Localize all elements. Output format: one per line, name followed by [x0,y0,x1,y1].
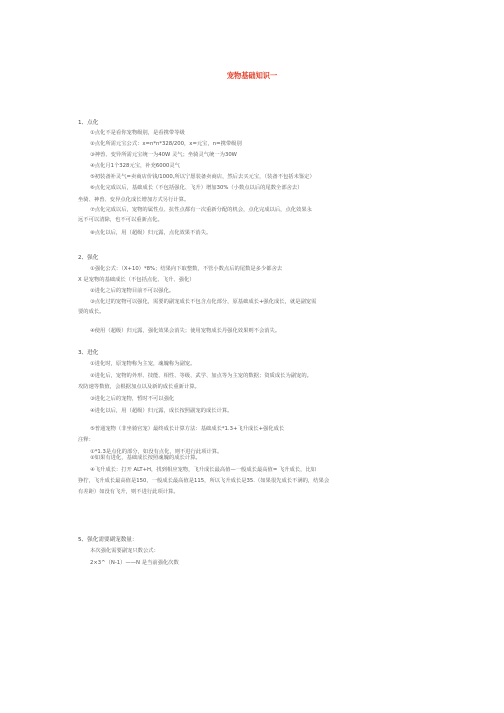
s3-line-10: ④飞升成长：打开 ALT+H，找到相应宠物，飞升成长最高值—一般成长最高值= 飞升成长，比如 [90,467,317,473]
s2-line-1: ①强化公式：（X+10）*8%；结果向下取整数，不管小数点后的尾数是多少都舍去 [90,266,283,272]
s5-line-2: 2×3^（N-1）——N 是当前强化次数 [90,560,179,566]
s2-line-2: X 是宠物的基础成长（不包括点化、飞升、强化） [78,277,195,283]
s1-line-3: ③神兽、变异所需元宝统一为40W 灵气；坐骑灵气统一为30W [90,152,237,158]
s1-line-2: ②点化所需元宝公式：x=n*n*328/200，x=元宝，n=携带级别 [90,141,242,147]
s3-line-12: 有差距）如没有飞升，则不进行此项计算。 [78,489,179,495]
s1-line-1: ①点化不是看你宠物级别，是看携带等级 [90,130,185,136]
section-3-heading: 3、进化 [78,350,99,356]
s3-line-3: 攻防速等数值，会根据加点以及新的成长重新计算。 [78,384,200,390]
s2-line-5: 要的成长。 [78,309,105,315]
s1-line-5: ⑤初装备补灵气=卖商店价钱/1000,所以宁愿装备卖商店，然后去买元宝，（装备不包括未鉴定） [90,174,315,180]
s2-line-4: ③点化过的宠物可以强化，需要的副宠成长不包含点化部分，原基础成长+强化成长，就是副宠需 [90,299,317,305]
s3-line-1: ①进化时，原宠物称为主宠，魂魄称为副宠。 [90,361,196,367]
s3-line-11: 狰狞，飞升成长最高值是150，一般成长最高值是115，所以飞升成长是35.（如果很先成长不满的，结果会 [78,478,330,484]
s3-line-2: ②进化后，宠物的外形、技能、相性、等级、武学、加点等为主宠的数据；资质成长为副宠的。 [90,373,312,379]
s2-line-3: ②进化之后的宠物目前不可以强化。 [90,288,175,294]
s1-line-8: ⑦点化完成以后，宠物的属性点、抗性点都有一次重新分配的机会，点化完成以后，点化效果永 [90,207,312,213]
s1-line-6: ⑥点化完成以后，基础成长（不包括强化、飞升）增加30%（小数点以后的尾数全部舍去） [90,185,303,191]
s1-line-9: 远不可以清除，也不可以重新点化。 [78,217,163,223]
s3-line-5: ④进化以后，用（超级）归元露，成长按照副宠的成长计算。 [90,408,233,414]
document-title: 宠物基础知识一 [226,71,278,80]
section-5-heading: 5、强化需要副宠数量： [78,537,138,543]
section-1-heading: 1、点化 [78,120,99,126]
s1-line-7: 坐骑、神兽、变异点化成长增加方式另行计算。 [78,197,190,203]
s1-line-10: ⑧点化以后，用（超级）归元露，点化效果不消失。 [90,230,212,236]
s3-line-6: ⑤普通宠物（非坐骑官宠）最终成长计算方法：基础成长*1.3+飞升成长+强化成长 [90,426,285,432]
section-2-heading: 2、强化 [78,255,99,261]
s3-line-4: ③进化之后的宠物，暂时不可以强化 [90,396,175,402]
s3-line-9: ②如果有进化，基础成长按照魂魄的成长计算。 [90,455,201,461]
s3-line-7: 注释： [78,437,94,443]
s3-line-8: ①*1.3是点化的部分，如没有点化，则不进行此项计算。 [90,449,223,455]
s1-line-4: ④点化月1个328元宝，补充6000灵气 [90,163,180,169]
s5-line-1: 本次强化需要副宠只数公式： [90,548,159,554]
s2-line-6: ④使用（超级）归元露，强化效果会消失；使用宠物成长丹强化效果则不会消失。 [90,328,281,334]
